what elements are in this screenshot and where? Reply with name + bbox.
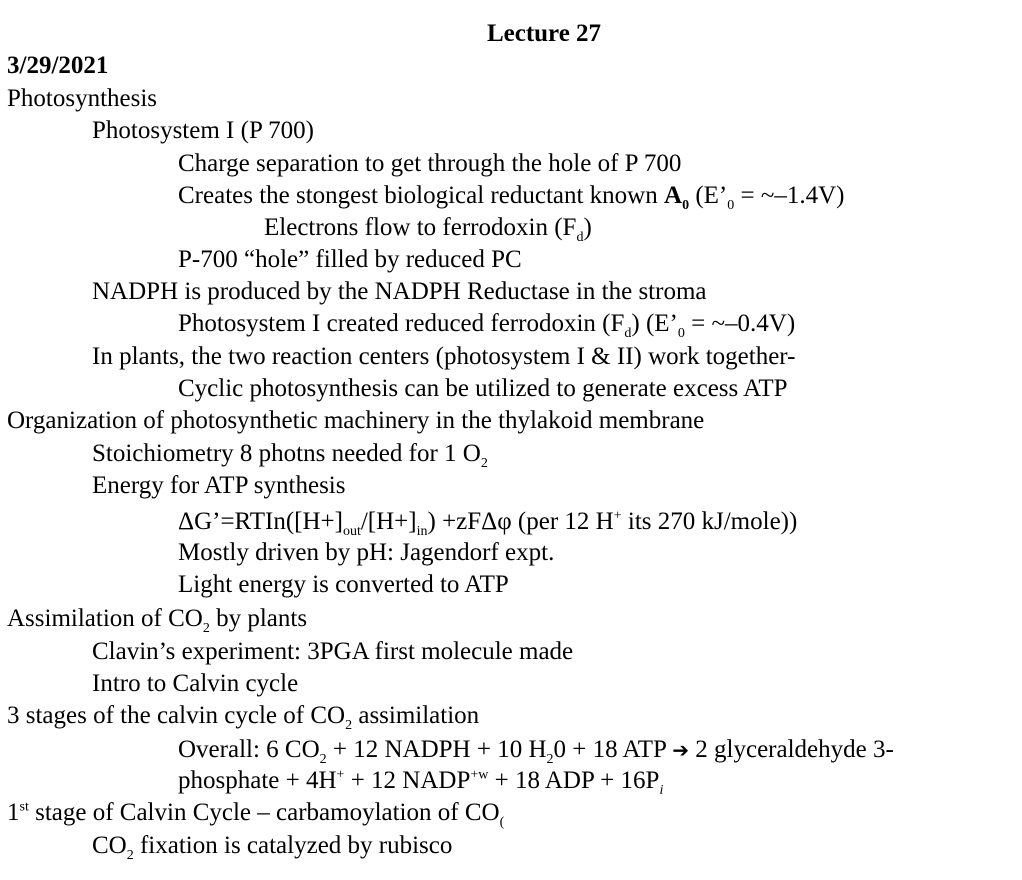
outline-line: Electrons flow to ferrodoxin $(F_d)$ (264, 214, 592, 245)
outline-line: Creates the stongest biological reductant known $A_0$ ($E’_0$ = ~–1.4V) (178, 182, 845, 213)
outline-line: $\Delta G’=RTIn([H+]_{out}/[H+]_{in}) +zF\Delta\varphi$ (per 12 H+ its 270 kJ/mole)) (178, 508, 798, 539)
outline-line: $CO_2$ fixation is catalyzed by rubisco (92, 832, 453, 863)
outline-line: Clavin’s experiment: 3PGA first molecule made (92, 638, 574, 665)
outline-line: Photosystem I created reduced ferrodoxin $(F_d)$ ($E’_0$ = ~–0.4V) (178, 310, 796, 341)
outline-line: Charge separation to get through the hole of P 700 (178, 150, 682, 177)
outline-line: Stoichiometry 8 photns needed for 1 $O_2$ (92, 440, 488, 471)
outline-line: Mostly driven by pH: Jagendorf expt. (178, 539, 555, 566)
outline-line: Assimilation of $CO_2$ by plants (7, 605, 308, 636)
outline-line: 1st stage of Calvin Cycle – carbamoylation of $CO_($ (7, 799, 505, 830)
outline-line: Energy for ATP synthesis (92, 472, 346, 499)
outline-line: In plants, the two reaction centers (photosystem I & II) work together- (92, 343, 796, 370)
outline-line: Cyclic photosynthesis can be utilized to generate excess ATP (178, 375, 788, 402)
outline-line: Organization of photosynthetic machinery in the thylakoid membrane (7, 407, 705, 434)
outline-line: Photosystem I (P 700) (92, 117, 314, 144)
outline-line: phosphate + 4H+ + 12 $NADP^{+w} + 18$ ADP + $16P_i$ (178, 767, 664, 798)
page-title: Lecture 27 (486, 20, 602, 47)
outline-line: Intro to Calvin cycle (92, 670, 299, 697)
outline-line: P-700 “hole” filled by reduced PC (178, 246, 522, 273)
outline-line: NADPH is produced by the NADPH Reductase in the stroma (92, 278, 707, 305)
lecture-date: 3/29/2021 (7, 52, 109, 79)
outline-line: Photosynthesis (7, 85, 158, 112)
outline-line: Overall: 6 $CO_2 + 12$ NADPH + 10 $H_20 + 18$ ATP ➔ 2 glyceraldehyde 3- (178, 736, 894, 767)
outline-line: Light energy is converted to ATP (178, 571, 509, 598)
outline-line: 3 stages of the calvin cycle of $CO_2$ assimilation (7, 702, 480, 733)
right-arrow-icon: ➔ (672, 738, 690, 762)
